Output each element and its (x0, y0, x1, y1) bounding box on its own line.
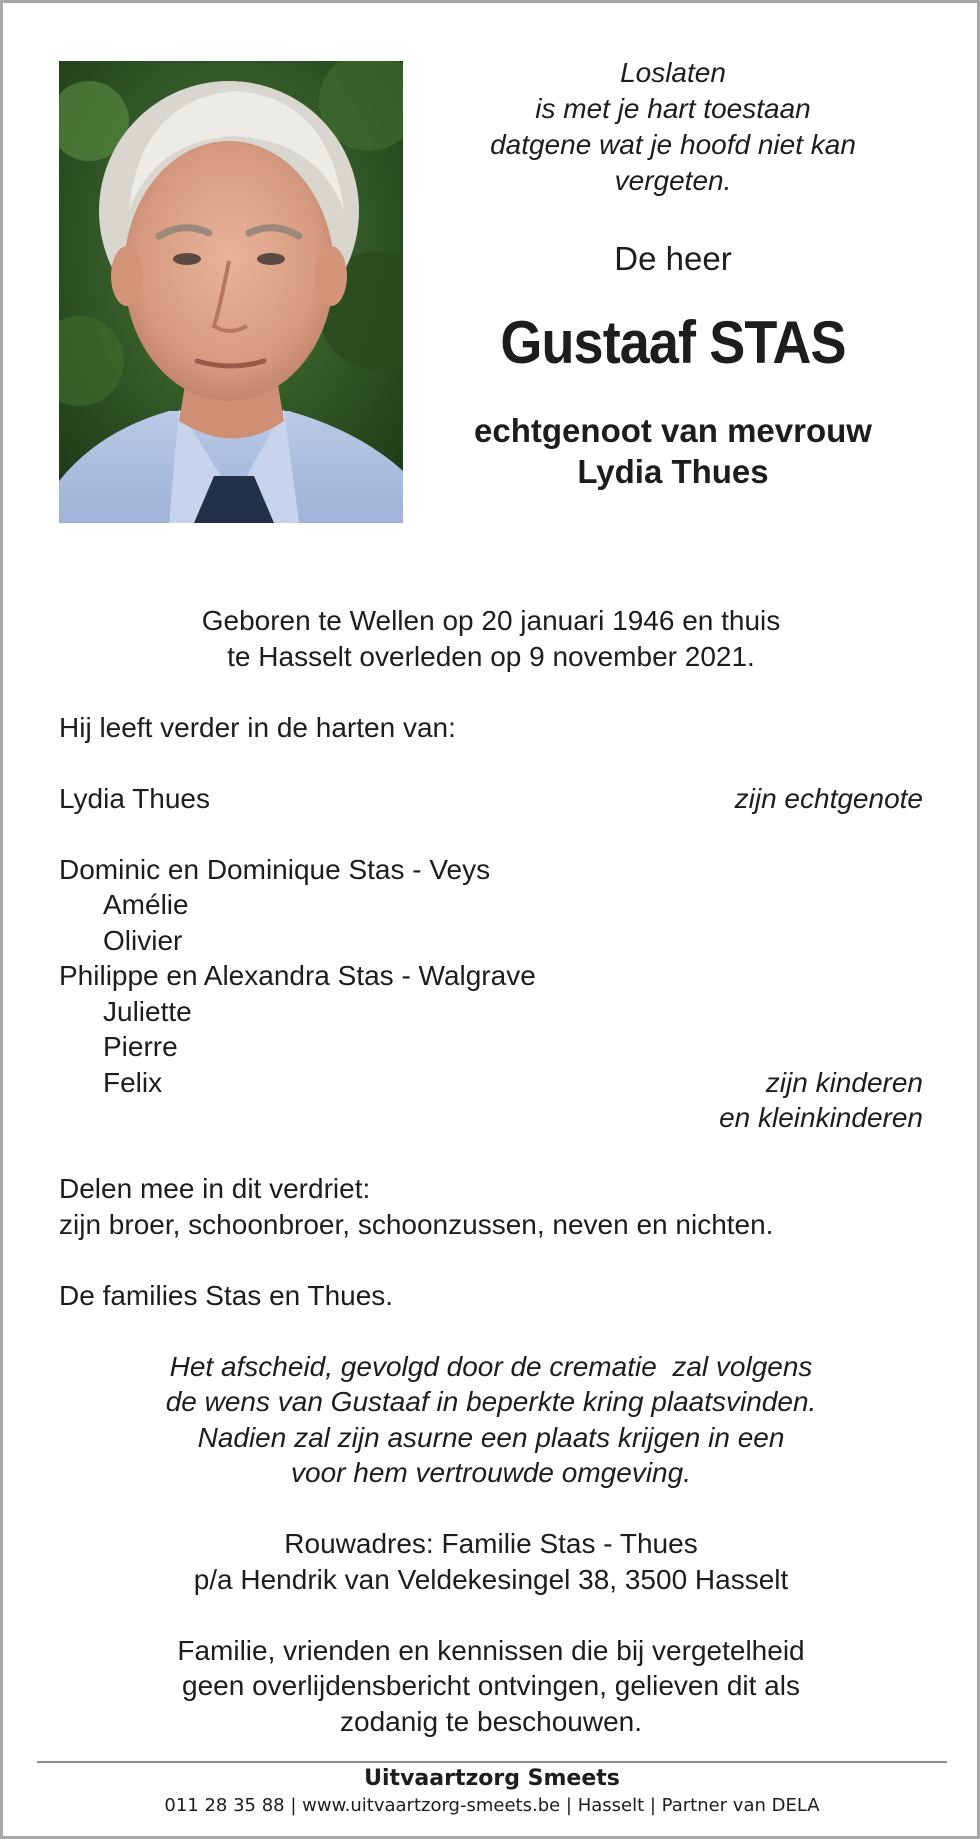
spouse-name: Lydia Thues (59, 782, 210, 814)
mourning-address (59, 1526, 923, 1597)
birth-death-line-1: Geboren te Wellen op 20 januari 1946 en thuis (201, 605, 781, 636)
grandchild: Felix (103, 1066, 163, 1098)
farewell-line: voor hem vertrouwde omgeving. (291, 1457, 691, 1488)
grandchild: Juliette (103, 995, 192, 1027)
family-2: Philippe en Alexandra Stas - Walgrave (59, 960, 536, 991)
closing-line: Familie, vrienden en kennissen die bij vergetelheid (177, 1634, 805, 1666)
last-child-row (59, 1065, 923, 1101)
header-block (433, 55, 913, 492)
poem-line: is met je hart toestaan (535, 93, 811, 124)
grandchild: Pierre (103, 1031, 178, 1062)
salutation: De heer (614, 240, 732, 277)
address-line-1: Rouwadres: Familie Stas - Thues (284, 1528, 698, 1559)
farewell-line: Het afscheid, gevolgd door de crematie zal volgens (169, 1350, 813, 1382)
shared-grief-line-1: Delen mee in dit verdriet: (59, 1173, 371, 1204)
shared-grief-line-2: zijn broer, schoonbroer, schoonzussen, neven en nichten. (59, 1208, 774, 1240)
poem-line: vergeten. (614, 165, 732, 196)
poem-line: Loslaten (620, 57, 726, 88)
portrait-photo (59, 61, 403, 523)
grandchild: Amélie (103, 889, 189, 920)
obituary-body (59, 603, 923, 1739)
closing-note (59, 1633, 923, 1740)
mourners-intro: Hij leeft verder in de harten van: (59, 711, 456, 743)
closing-line: geen overlijdensbericht ontvingen, gelieven dit als (182, 1670, 800, 1701)
portrait-image (59, 61, 403, 523)
address-line-2: p/a Hendrik van Veldekesingel 38, 3500 Hasselt (193, 1563, 789, 1595)
farewell-line: de wens van Gustaaf in beperkte kring plaatsvinden. (165, 1386, 817, 1417)
spouse-role: zijn echtgenote (734, 782, 923, 814)
closing-line: zodanig te beschouwen. (340, 1705, 642, 1737)
birth-death-line-2: te Hasselt overleden op 9 november 2021. (227, 640, 755, 672)
funeral-home-footer (37, 1761, 947, 1819)
poem-line: datgene wat je hoofd niet kan (490, 129, 856, 160)
spouse-line-1: echtgenoot van mevrouw (474, 412, 872, 449)
children-role-2: en kleinkinderen (719, 1102, 923, 1133)
spouse-line (433, 410, 913, 492)
children-role-1: zijn kinderen (765, 1066, 923, 1098)
farewell-notice (59, 1349, 923, 1491)
spouse-line-2: Lydia Thues (577, 453, 769, 490)
spouse-row (59, 781, 923, 817)
farewell-line: Nadien zal zijn asurne een plaats krijgen in een (197, 1421, 785, 1453)
birth-death (59, 603, 923, 674)
family-1: Dominic en Dominique Stas - Veys (59, 853, 491, 885)
funeral-home-name: Uitvaartzorg Smeets (364, 1766, 620, 1791)
poem (433, 55, 913, 199)
grandchild: Olivier (103, 924, 183, 956)
funeral-home-info: 011 28 35 88 | www.uitvaartzorg-smeets.be | Hasselt | Partner van DELA (164, 1795, 820, 1816)
families-line: De families Stas en Thues. (59, 1279, 394, 1311)
deceased-name: Gustaaf STAS (500, 309, 846, 376)
